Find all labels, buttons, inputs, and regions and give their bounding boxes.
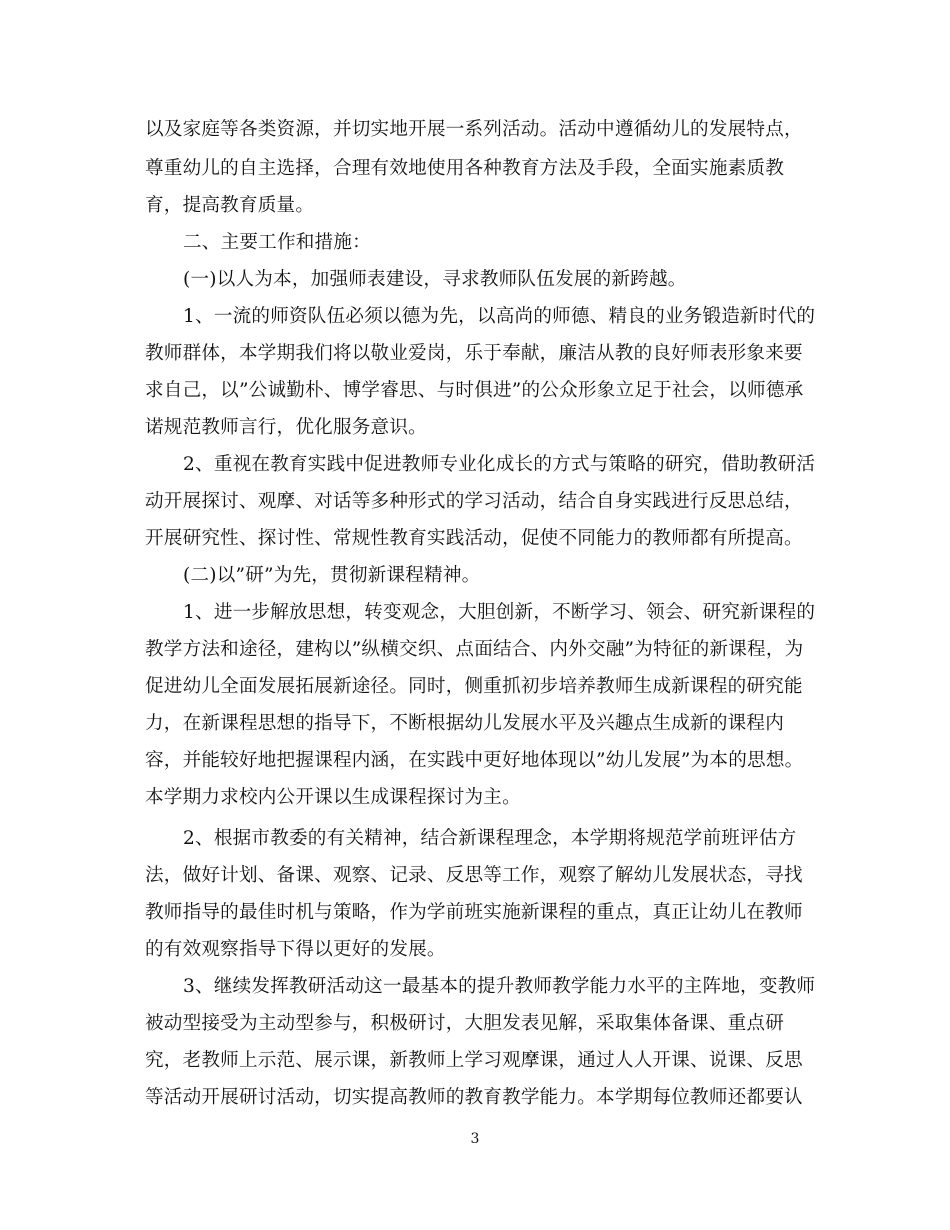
text-line: 教师指导的最佳时机与策略，作为学前班实施新课程的重点，真正让幼儿在教师 xyxy=(145,902,803,923)
text-line: 被动型接受为主动型参与，积极研讨，大胆发表见解，采取集体备课、重点研 xyxy=(145,1013,784,1034)
text-line: 究，老教师上示范、展示课，新教师上学习观摩课，通过人人开课、说课、反思 xyxy=(145,1050,803,1071)
text-line: 开展研究性、探讨性、常规性教育实践活动，促使不同能力的教师都有所提高。 xyxy=(145,528,803,549)
text-line: 动开展探讨、观摩、对话等多种形式的学习活动，结合自身实践进行反思总结， xyxy=(145,491,803,512)
text-line: 诺规范教师言行，优化服务意识。 xyxy=(145,417,427,438)
text-line: 1、一流的师资队伍必须以德为先，以高尚的师德、精良的业务锻造新时代的 xyxy=(183,306,816,327)
text-line: 以及家庭等各类资源，并切实地开展一系列活动。活动中遵循幼儿的发展特点， xyxy=(145,119,803,140)
text-line: 容，并能较好地把握课程内涵，在实践中更好地体现以”幼儿发展”为本的思想。 xyxy=(145,750,804,771)
text-line: 2、重视在教育实践中促进教师专业化成长的方式与策略的研究，借助教研活 xyxy=(183,454,816,475)
page-number: 3 xyxy=(470,1131,480,1147)
text-line: 求自己，以”公诚勤朴、博学睿思、与时俱进”的公众形象立足于社会，以师德承 xyxy=(145,380,804,401)
text-line: 力，在新课程思想的指导下，不断根据幼儿发展水平及兴趣点生成新的课程内 xyxy=(145,713,784,734)
text-line: 1、进一步解放思想，转变观念，大胆创新，不断学习、领会、研究新课程的 xyxy=(183,602,816,623)
text-line: 尊重幼儿的自主选择，合理有效地使用各种教育方法及手段，全面实施素质教 xyxy=(145,158,784,179)
text-line: 3、继续发挥教研活动这一最基本的提升教师教学能力水平的主阵地，变教师 xyxy=(183,976,816,997)
text-line: 的有效观察指导下得以更好的发展。 xyxy=(145,939,446,960)
text-line: 教学方法和途径，建构以”纵横交织、点面结合、内外交融”为特征的新课程，为 xyxy=(145,639,804,660)
text-line: 2、根据市教委的有关精神，结合新课程理念，本学期将规范学前班评估方 xyxy=(183,828,797,849)
text-line: 法，做好计划、备课、观察、记录、反思等工作，观察了解幼儿发展状态，寻找 xyxy=(145,865,803,886)
section-heading: 二、主要工作和措施： xyxy=(183,232,371,253)
text-line: 等活动开展研讨活动，切实提高教师的教育教学能力。本学期每位教师还都要认 xyxy=(145,1087,803,1108)
subsection-heading: (二)以”研”为先，贯彻新课程精神。 xyxy=(183,565,481,586)
text-line: 教师群体，本学期我们将以敬业爱岗，乐于奉献，廉洁从教的良好师表形象来要 xyxy=(145,343,803,364)
subsection-heading: (一)以人为本，加强师表建设，寻求教师队伍发展的新跨越。 xyxy=(183,269,687,290)
text-line: 促进幼儿全面发展拓展新途径。同时，侧重抓初步培养教师生成新课程的研究能 xyxy=(145,676,803,697)
text-line: 本学期力求校内公开课以生成课程探讨为主。 xyxy=(145,787,521,808)
text-line: 育，提高教育质量。 xyxy=(145,195,315,216)
